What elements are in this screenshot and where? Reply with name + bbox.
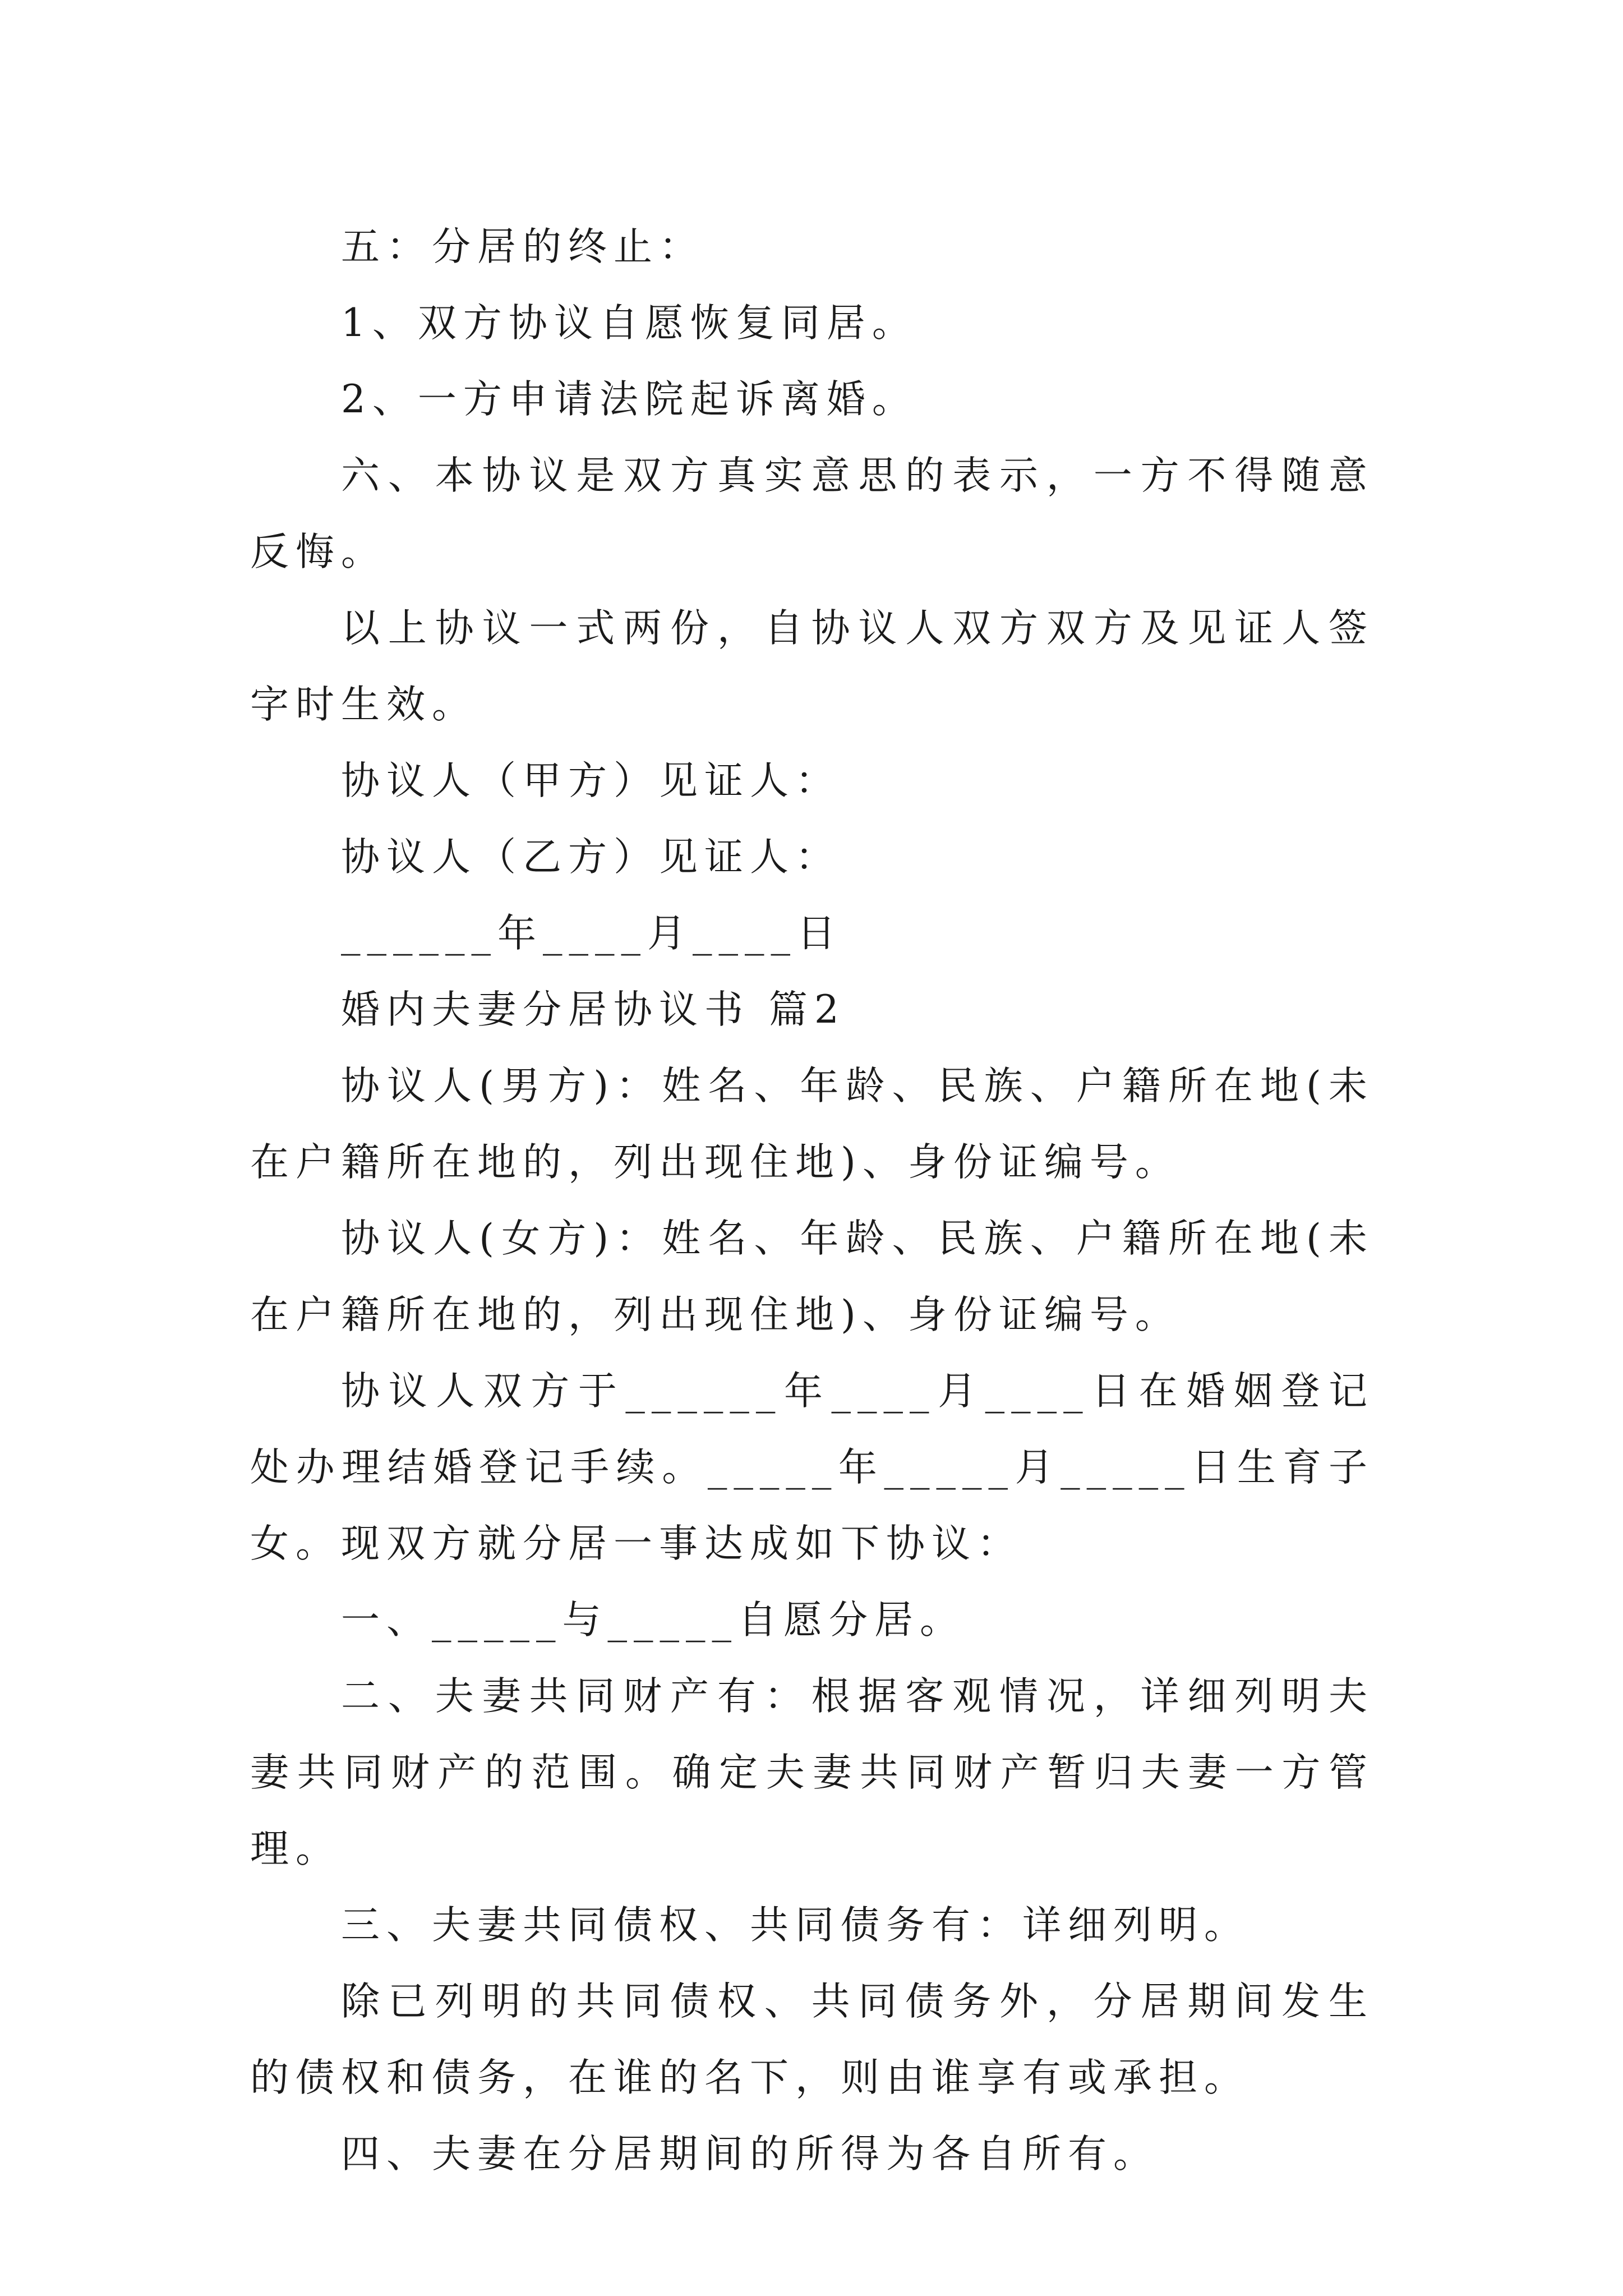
paragraph-clause-three: 三、夫妻共同债权、共同债务有：详细列明。 (341, 1903, 1249, 1948)
paragraph-party-male: 协议人(男方)：姓名、年龄、民族、户籍所在地(未在户籍所在地的，列出现住地)、身份证编号。 (250, 1064, 1374, 1185)
signature-date: ______年____月____日 (341, 911, 842, 956)
section-title: 婚内夫妻分居协议书 篇2 (341, 987, 846, 1032)
paragraph-clause-six: 六、本协议是双方真实意思的表示，一方不得随意反悔。 (250, 453, 1374, 574)
paragraph-clause-two: 二、夫妻共同财产有：根据客观情况，详细列明夫妻共同财产的范围。确定夫妻共同财产暂归夫妻一方管理。 (250, 1674, 1374, 1871)
signature-party-b: 协议人（乙方）见证人： (341, 835, 841, 880)
paragraph-debts: 除已列明的共同债权、共同债务外，分居期间发生的债权和债务，在谁的名下，则由谁享有或承担。 (250, 1979, 1374, 2100)
paragraph-clause-one: 一、_____与_____自愿分居。 (341, 1598, 965, 1642)
paragraph-effectiveness: 以上协议一式两份，自协议人双方双方及见证人签字时生效。 (250, 606, 1374, 727)
paragraph-termination-heading: 五：分居的终止： (341, 224, 704, 269)
paragraph-party-female: 协议人(女方)：姓名、年龄、民族、户籍所在地(未在户籍所在地的，列出现住地)、身份证编号。 (250, 1216, 1374, 1337)
paragraph-termination-item-1: 1、双方协议自愿恢复同居。 (341, 301, 917, 346)
paragraph-marriage-registration: 协议人双方于______年____月____日在婚姻登记处办理结婚登记手续。_____年_____月_____日生育子女。现双方就分居一事达成如下协议： (250, 1369, 1374, 1566)
document-body (250, 209, 1374, 2192)
paragraph-clause-four: 四、夫妻在分居期间的所得为各自所有。 (341, 2132, 1159, 2177)
paragraph-termination-item-2: 2、一方申请法院起诉离婚。 (341, 377, 917, 422)
signature-party-a: 协议人（甲方）见证人： (341, 758, 841, 803)
